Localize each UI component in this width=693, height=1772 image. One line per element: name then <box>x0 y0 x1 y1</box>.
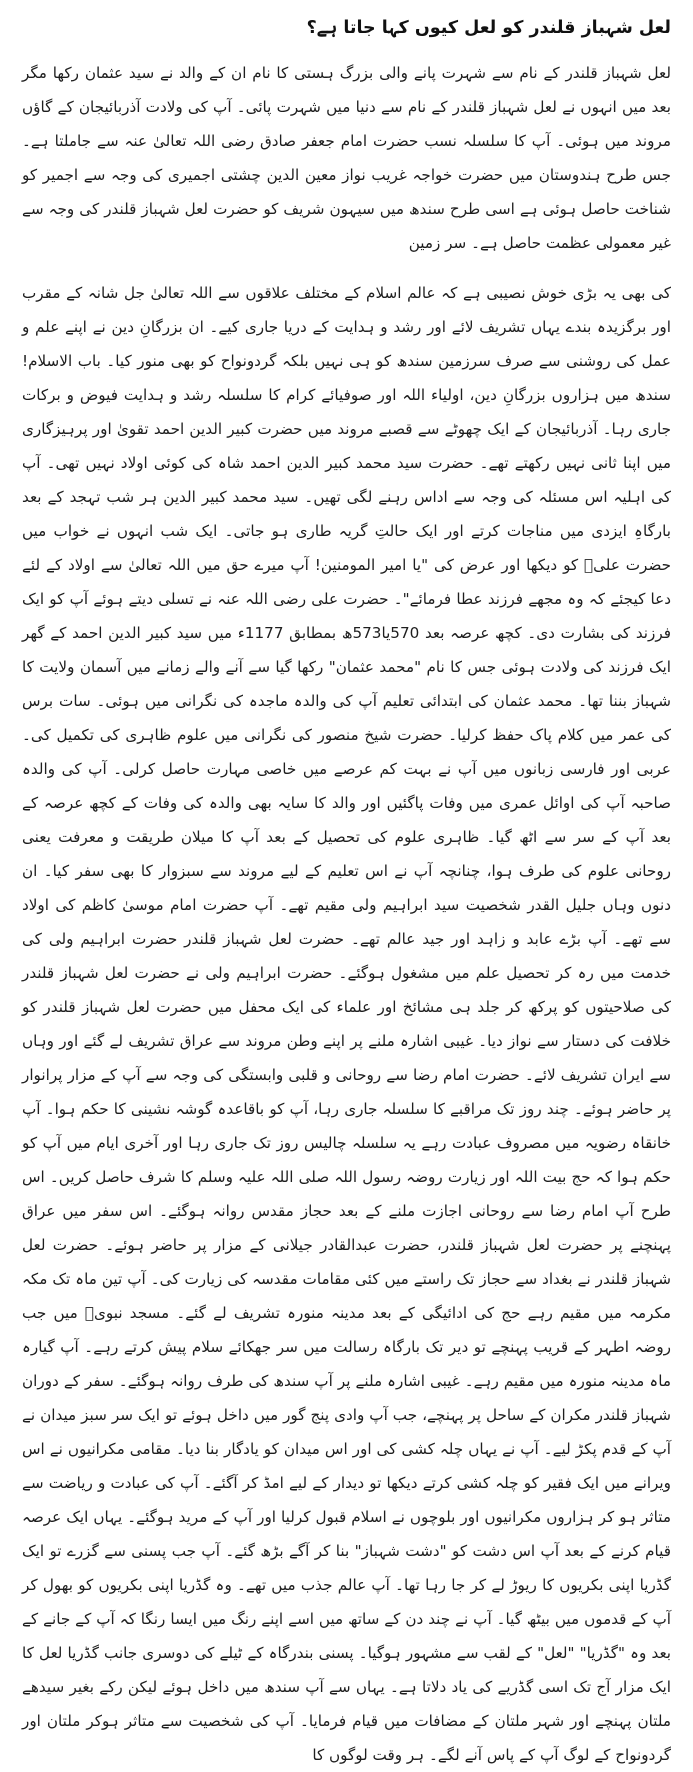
article-title: لعل شہباز قلندر کو لعل کیوں کہا جاتا ہے؟ <box>306 18 671 38</box>
article-paragraph-body: کی بھی یہ بڑی خوش نصیبی ہے کہ عالم اسلام کے مختلف علاقوں سے اللہ تعالیٰ جل شانہ کے مقرب اور برگزیدہ بندے یہاں تشریف لائے اور رشد و ہدایت کے دریا جاری کیے۔ ان بزرگانِ دین نے اپنے علم و عمل کی روشنی سے صرف سرزمین سندھ کو ہی نہیں بلکہ گردونواح کو بھی منور کیا۔ باب الاسلام! سندھ میں ہزاروں بزرگانِ دین، اولیاء اللہ اور صوفیائے کرام کا سلسلہ رشد و ہدایت فیوض و برکات جاری رہا۔ آذربائیجان کے ایک چھوٹے سے قصبے مروند میں حضرت کبیر الدین احمد تقویٰ اور پرہیزگاری میں اپنا ثانی نہیں رکھتے تھے۔ حضرت سید محمد کبیر الدین احمد شاہ کی کوئی اولاد نہیں تھی۔ آپ کی اہلیہ اس مسئلہ کی وجہ سے اداس رہنے لگی تھیں۔ سید محمد کبیر الدین ہر شب تہجد کے بعد بارگاہِ ایزدی میں مناجات کرتے اور ایک حالتِ گریہ طاری ہو جاتی۔ ایک شب انہوں نے خواب میں حضرت علیؓ کو دیکھا اور عرض کی "یا امیر المومنین! آپ میرے حق میں اللہ تعالیٰ سے اولاد کے لئے دعا کیجئے کہ وہ مجھے فرزند عطا فرمائے"۔ حضرت علی رضی اللہ عنہ نے تسلی دیتے ہوئے آپ کو ایک فرزند کی بشارت دی۔ کچھ عرصہ بعد 570یا573ھ بمطابق 1177ء میں سید کبیر الدین احمد کے گھر ایک فرزند کی ولادت ہوئی جس کا نام "محمد عثمان" رکھا گیا سے آنے والے زمانے میں آسمان ولایت کا شہباز بننا تھا۔ محمد عثمان کی ابتدائی تعلیم آپ کی والدہ ماجدہ کی نگرانی میں ہوئی۔ سات برس کی عمر میں کلام پاک حفظ کرلیا۔ حضرت شیخ منصور کی نگرانی میں علوم ظاہری کی تکمیل کی۔ عربی اور فارسی زبانوں میں آپ نے بہت کم عرصے میں خاصی مہارت حاصل کرلی۔ آپ کی والدہ صاحبہ آپ کی اوائل عمری میں وفات پاگئیں اور والد کا سایہ بھی والدہ کی وفات کے کچھ عرصہ کے بعد آپ کے سر سے اٹھ گیا۔ ظاہری علوم کی تحصیل کے بعد آپ کا میلان طریقت و معرفت یعنی روحانی علوم کی طرف ہوا، چنانچہ آپ نے اس تعلیم کے لیے مروند سے سبزوار کا بھی سفر کیا۔ ان دنوں وہاں جلیل القدر شخصیت سید ابراہیم ولی مقیم تھے۔ آپ حضرت امام موسیٰ کاظم کی اولاد سے تھے۔ آپ بڑے عابد و زاہد اور جید عالم تھے۔ حضرت لعل شہباز قلندر حضرت ابراہیم ولی کی خدمت میں رہ کر تحصیل علم میں مشغول ہوگئے۔ حضرت ابراہیم ولی نے حضرت لعل شہباز قلندر کی صلاحیتوں کو پرکھ کر جلد ہی مشائخ اور علماء کی ایک محفل میں حضرت لعل شہباز قلندر کو خلافت کی دستار سے نواز دیا۔ غیبی اشارہ ملنے پر اپنے وطن مروند سے عراق تشریف لے گئے اور وہاں سے ایران تشریف لائے۔ حضرت امام رضا سے روحانی و قلبی وابستگی کی وجہ سے آپ کے مزار پرانوار پر حاضر ہوئے۔ چند روز تک مراقبے کا سلسلہ جاری رہا، آپ کو باقاعدہ گوشہ نشینی کا حکم ہوا۔ آپ خانقاہ رضویہ میں مصروف عبادت رہے یہ سلسلہ چالیس روز تک جاری رہا اور آخری ایام میں آپ کو حکم ہوا کہ حج بیت اللہ اور زیارت روضہ رسول اللہ صلی اللہ علیہ وسلم کا شرف حاصل کریں۔ اس طرح آپ امام رضا سے روحانی اجازت ملنے کے بعد حجاز مقدس روانہ ہوگئے۔ اس سفر میں عراق پہنچنے پر حضرت لعل شہباز قلندر، حضرت عبدالقادر جیلانی کے مزار پر حاضر ہوئے۔ حضرت لعل شہباز قلندر نے بغداد سے حجاز تک راستے میں کئی مقامات مقدسہ کی زیارت کی۔ آپ تین ماہ تک مکہ مکرمہ میں مقیم رہے حج کی ادائیگی کے بعد مدینہ منورہ تشریف لے گئے۔ مسجد نبویؐ میں جب روضہ اطہر کے قریب پہنچے تو دیر تک بارگاہ رسالت میں سر جھکائے سلام پیش کرتے رہے۔ آپ گیارہ ماہ مدینہ منورہ میں مقیم رہے۔ غیبی اشارہ ملنے پر آپ سندھ کی طرف روانہ ہوگئے۔ سفر کے دوران شہباز قلندر مکران کے ساحل پر پہنچے، جب آپ وادی پنج گور میں داخل ہوئے تو ایک سر سبز میدان نے آپ کے قدم پکڑ لیے۔ آپ نے یہاں چلہ کشی کی اور اس میدان کو یادگار بنا دیا۔ مقامی مکرانیوں نے اس ویرانے میں ایک فقیر کو چلہ کشی کرتے دیکھا تو دیدار کے لیے امڈ کر آگئے۔ آپ کی عبادت و ریاضت سے متاثر ہو کر ہزاروں مکرانیوں اور بلوچوں نے اسلام قبول کرلیا اور آپ کے مرید ہوگئے۔ یہاں ایک عرصہ قیام کرنے کے بعد آپ اس دشت کو "دشت شہباز" بنا کر آگے بڑھ گئے۔ آپ جب پسنی سے گزرے تو ایک گڈریا اپنی بکریوں کا ریوڑ لے کر جا رہا تھا۔ آپ عالم جذب میں تھے۔ وہ گڈریا اپنی بکریوں کو بھول کر آپ کے قدموں میں بیٹھ گیا۔ آپ نے چند دن کے ساتھ میں اسے اپنے رنگ میں ایسا رنگا کہ آپ کے جانے کے بعد وہ "گڈریا" "لعل" کے لقب سے مشہور ہوگیا۔ پسنی بندرگاہ کے ٹیلے کی دوسری جانب گڈریا لعل کا ایک مزار آج تک اسی گڈریے کی یاد دلاتا ہے۔ یہاں سے آپ سندھ میں داخل ہوئے لیکن رکے بغیر سیدھے ملتان پہنچے اور شہر ملتان کے مضافات میں قیام فرمایا۔ آپ کی شخصیت سے متاثر ہوکر ملتان اور گردونواح کے لوگ آپ کے پاس آنے لگے۔ ہر وقت لوگوں کا <box>22 284 671 1764</box>
article-paragraph-intro: لعل شہباز قلندر کے نام سے شہرت پانے والی بزرگ ہستی کا نام ان کے والد نے سید عثمان رکھا مگر بعد میں انہوں نے لعل شہباز قلندر کے نام سے دنیا میں شہرت پائی۔ آپ کی ولادت آذربائیجان کے گاؤں مروند میں ہوئی۔ آپ کا سلسلہ نسب حضرت امام جعفر صادق رضی اللہ تعالیٰ عنہ سے جاملتا ہے۔ جس طرح ہندوستان میں حضرت خواجہ غریب نواز معین الدین چشتی اجمیری کی وجہ سے اجمیر کو شناخت حاصل ہوئی ہے اسی طرح سندھ میں سیہون شریف کو حضرت لعل شہباز قلندر کی وجہ سے غیر معمولی عظمت حاصل ہے۔ سر زمین <box>22 64 671 252</box>
